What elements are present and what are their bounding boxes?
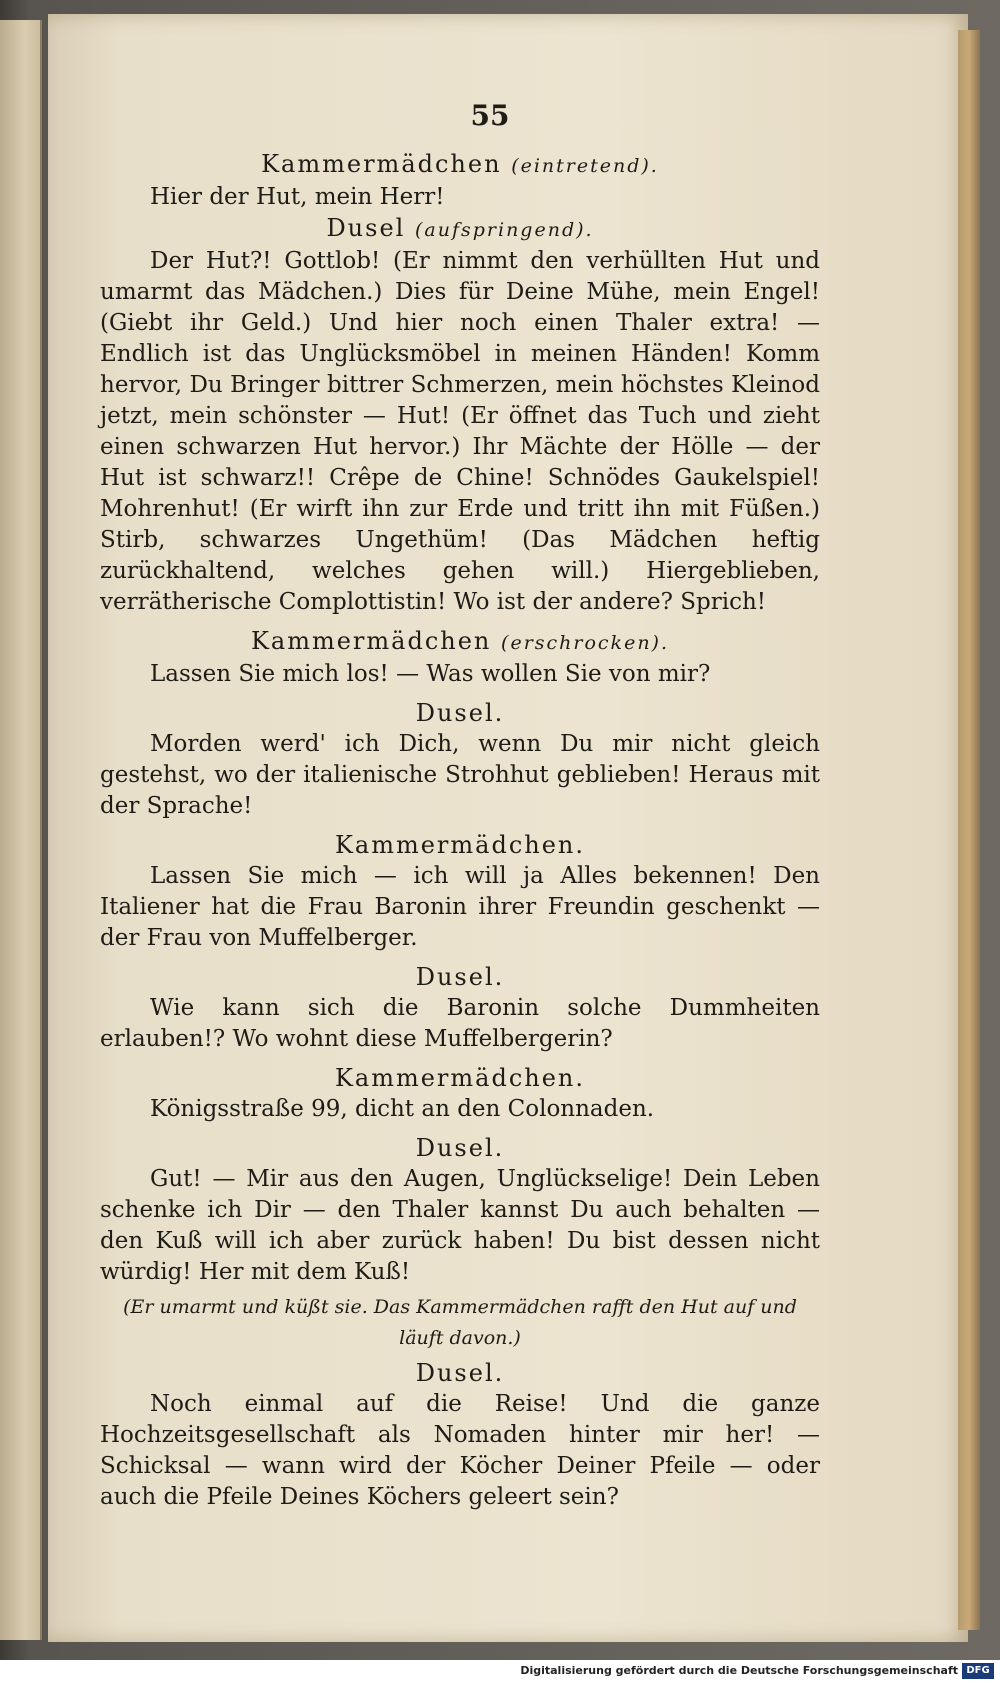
speaker-name: Kammermädchen	[261, 150, 502, 178]
speaker-name: Kammermädchen	[250, 627, 492, 655]
speaker-name: Dusel	[326, 214, 406, 242]
stage-direction-block: (Er umarmt und küßt sie. Das Kammermädchen rafft den Hut auf und läuft davon.)	[123, 1296, 797, 1349]
speaker-name: Kammermädchen.	[334, 831, 586, 859]
dialogue-paragraph: Königsstraße 99, dicht an den Colonnaden.	[150, 1096, 655, 1122]
dialogue-paragraph: Lassen Sie mich — ich will ja Alles bekennen! Den Italiener hat die Frau Baronin ihrer Freundin geschenkt — der Frau von Muffelberger.	[100, 863, 820, 951]
speaker-name: Dusel.	[415, 1359, 505, 1387]
page-content	[100, 100, 820, 1513]
page-fore-edge	[958, 30, 980, 1630]
dfg-logo: DFG	[962, 1663, 994, 1679]
stage-direction: (erschrocken).	[501, 632, 670, 654]
dialogue-paragraph: Noch einmal auf die Reise! Und die ganze Hochzeitsgesellschaft als Nomaden hinter mir her! — Schicksal — wann wird der Köcher Deiner Pfeile — oder auch die Pfeile Deines Köchers geleert sein?	[100, 1391, 820, 1510]
dialogue-paragraph: Hier der Hut, mein Herr!	[150, 184, 445, 210]
page-number: 55	[470, 99, 510, 132]
speaker-line	[100, 213, 820, 246]
speaker-name: Dusel.	[415, 1134, 505, 1162]
dialogue-paragraph: Wie kann sich die Baronin solche Dummheiten erlauben!? Wo wohnt diese Muffelbergerin?	[100, 995, 820, 1052]
speaker-name: Kammermädchen.	[334, 1064, 586, 1092]
dialogue-paragraph: Morden werd' ich Dich, wenn Du mir nicht gleich gestehst, wo der italienische Strohhut geblieben! Heraus mit der Sprache!	[100, 731, 820, 819]
dialogue-paragraph: Gut! — Mir aus den Augen, Unglückselige! Dein Leben schenke ich Dir — den Thaler kannst Du auch behalten — den Kuß will ich aber zurück haben! Du bist dessen nicht würdig! Her mit dem Kuß!	[100, 1166, 820, 1285]
speaker-name: Dusel.	[415, 963, 505, 991]
speaker-line	[100, 626, 820, 659]
speaker-line	[100, 149, 820, 182]
stage-direction: (aufspringend).	[414, 219, 594, 241]
left-page-edge	[0, 20, 42, 1640]
funding-notice: Digitalisierung gefördert durch die Deutsche Forschungsgemeinschaft	[520, 1664, 958, 1677]
dialogue-paragraph: Der Hut?! Gottlob! (Er nimmt den verhüllten Hut und umarmt das Mädchen.) Dies für Deine Mühe, mein Engel! (Giebt ihr Geld.) Und hier noch einen Thaler extra! — Endlich ist das Unglücksmöbel in meinen Händen! Komm hervor, Du Bringer bittrer Schmerzen, mein höchstes Kleinod jetzt, mein schönster — Hut! (Er öffnet das Tuch und zieht einen schwarzen Hut hervor.) Ihr Mächte der Hölle — der Hut ist schwarz!! Crêpe de Chine! Schnödes Gaukelspiel! Mohrenhut! (Er wirft ihn zur Erde und tritt ihn mit Füßen.) Stirb, schwarzes Ungethüm! (Das Mädchen heftig zurückhaltend, welches gehen will.) Hiergeblieben, verrätherische Complottistin! Wo ist der andere? Sprich!	[100, 248, 820, 615]
speaker-name: Dusel.	[415, 699, 505, 727]
stage-direction: (eintretend).	[511, 155, 659, 177]
dialogue-paragraph: Lassen Sie mich los! — Was wollen Sie von mir?	[150, 661, 711, 687]
footer-bar	[0, 1660, 1000, 1684]
